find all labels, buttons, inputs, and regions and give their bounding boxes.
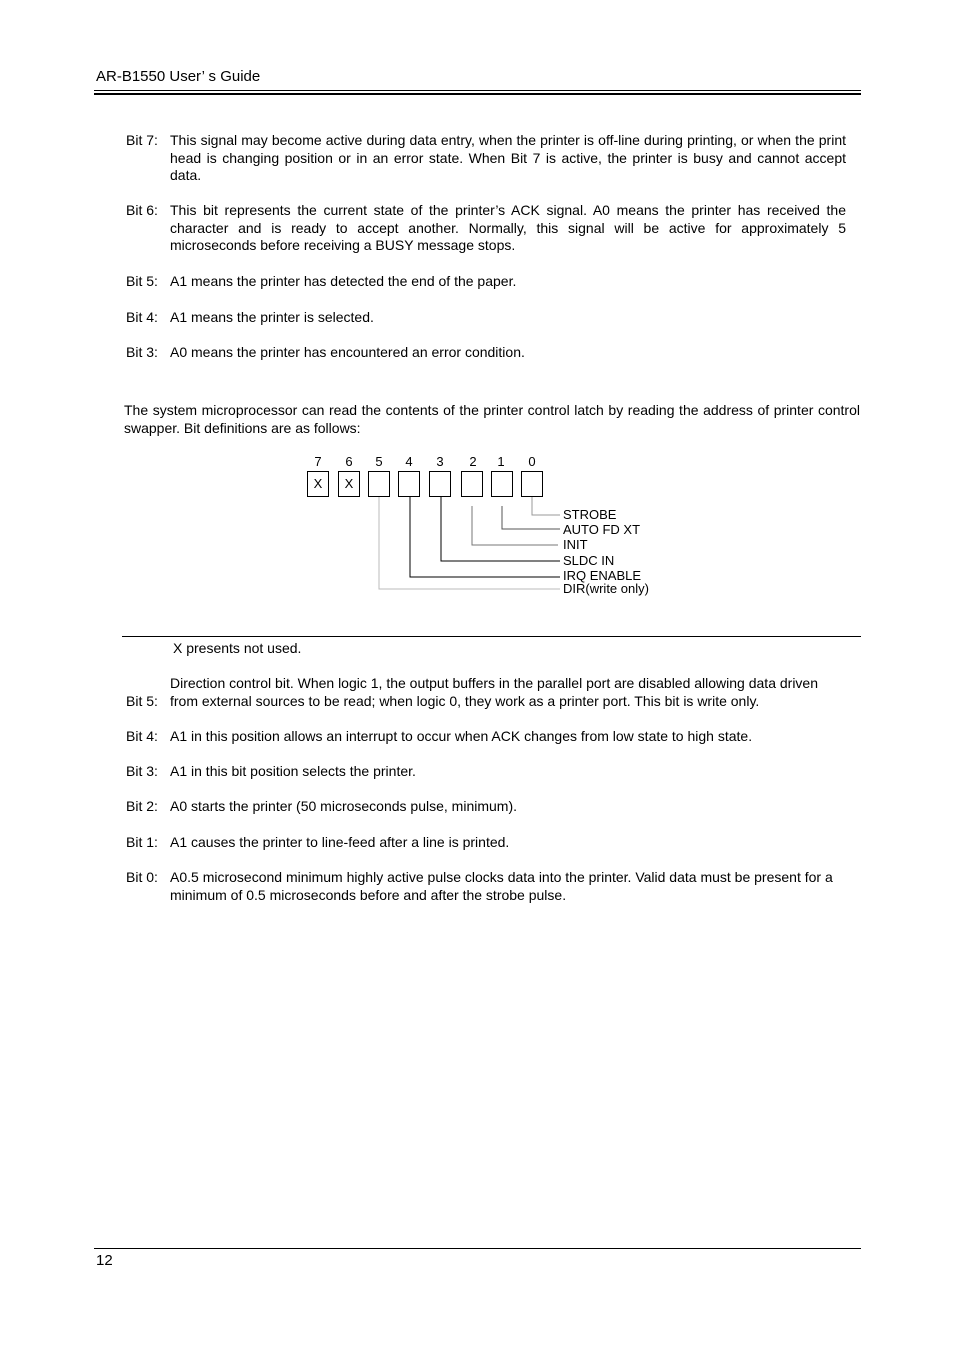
bit-description: A1 means the printer is selected.	[170, 309, 374, 325]
signal-label-dir: DIR(write only)	[563, 581, 649, 596]
bit-box-0	[521, 471, 543, 497]
bit-description: A0.5 microsecond minimum highly active pulse clocks data into the printer. Valid data must be present for a minimum of 0.5 microseconds before and after the strobe pulse.	[170, 869, 833, 903]
signal-label-sldc-in: SLDC IN	[563, 553, 615, 568]
connector-auto-fd-xt	[502, 506, 560, 529]
section-divider	[122, 636, 861, 637]
bit-label: Bit 1:	[126, 834, 158, 850]
status-bit-4	[126, 309, 846, 327]
connector-dir	[379, 497, 560, 589]
control-bit-5	[126, 675, 846, 710]
bit-number-3: 3	[436, 454, 444, 469]
signal-label-auto-fd-xt: AUTO FD XT	[563, 522, 641, 537]
bit-label: Bit 5:	[126, 692, 158, 709]
connector-init	[472, 506, 558, 545]
bit-description: A1 in this position allows an interrupt to occur when ACK changes from low state to high state.	[170, 728, 753, 744]
bit-number-0: 0	[528, 454, 536, 469]
bit-label: Bit 2:	[126, 798, 158, 814]
bit-box-2	[461, 471, 483, 497]
signal-label-strobe: STROBE	[563, 507, 617, 522]
control-bit-4	[126, 728, 846, 746]
status-bit-3	[126, 344, 846, 362]
page-number: 12	[96, 1252, 113, 1269]
connector-strobe	[532, 497, 560, 515]
bit-label: Bit 3:	[126, 344, 158, 360]
bit-description: A1 means the printer has detected the end of the paper.	[170, 273, 517, 289]
control-latch-intro: The system microprocessor can read the contents of the printer control latch by reading the address of printer control swapper. Bit definitions are as follows:	[124, 402, 860, 436]
signal-label-irq-enable: IRQ ENABLE	[563, 568, 642, 583]
connector-irq-enable	[410, 497, 560, 577]
header-rule-thick	[94, 93, 861, 95]
unused-bit-note: X presents not used.	[173, 640, 302, 656]
bit-number-1: 1	[497, 454, 505, 469]
bit-label: Bit 6:	[126, 202, 158, 218]
header-rule	[94, 90, 861, 91]
bit-description: A1 causes the printer to line-feed after a line is printed.	[170, 834, 510, 850]
bit-box-6: X	[338, 471, 360, 497]
footer-rule	[94, 1248, 861, 1249]
bit-box-1	[491, 471, 513, 497]
bit-box-4	[398, 471, 420, 497]
bit-number-2: 2	[469, 454, 477, 469]
bit-description: A0 starts the printer (50 microseconds pulse, minimum).	[170, 798, 518, 814]
bit-box-5	[368, 471, 390, 497]
status-bit-5	[126, 273, 846, 291]
bit-box-3	[429, 471, 451, 497]
bit-description: A1 in this bit position selects the printer.	[170, 763, 416, 779]
status-bit-7	[126, 132, 846, 185]
bit-label: Bit 4:	[126, 309, 158, 325]
document-header-title: AR-B1550 User’ s Guide	[96, 68, 261, 85]
connector-sldc-in	[441, 497, 560, 561]
bit-description: This signal may become active during data entry, when the printer is off-line during printing, or when the print head is changing position or in an error state. When Bit 7 is active, the printer is busy and cannot accept data.	[170, 132, 846, 184]
bit-label: Bit 0:	[126, 869, 158, 885]
bit-label: Bit 4:	[126, 728, 158, 744]
bit-label: Bit 5:	[126, 273, 158, 289]
status-bit-6	[126, 202, 846, 255]
bit-label: Bit 3:	[126, 763, 158, 779]
bit-number-5: 5	[375, 454, 383, 469]
bit-label: Bit 7:	[126, 132, 158, 148]
control-bit-0	[126, 869, 846, 904]
bit-description: This bit represents the current state of the printer’s ACK signal. A0 means the printer has received the character and is ready to accept another. Normally, this signal will be active for approximately 5 microseconds before receiving a BUSY message stops.	[170, 202, 846, 254]
bit-number-6: 6	[345, 454, 353, 469]
control-bit-2	[126, 798, 846, 816]
signal-label-init: INIT	[563, 537, 588, 552]
control-bit-3	[126, 763, 846, 781]
bit-box-7: X	[307, 471, 329, 497]
bit-description: A0 means the printer has encountered an error condition.	[170, 344, 525, 360]
bit-description: Direction control bit. When logic 1, the output buffers in the parallel port are disabled allowing data driven from external sources to be read; when logic 0, they work as a printer port. This bit is write only.	[170, 675, 819, 709]
bit-number-4: 4	[405, 454, 413, 469]
control-bit-1	[126, 834, 846, 852]
bit-number-7: 7	[314, 454, 322, 469]
